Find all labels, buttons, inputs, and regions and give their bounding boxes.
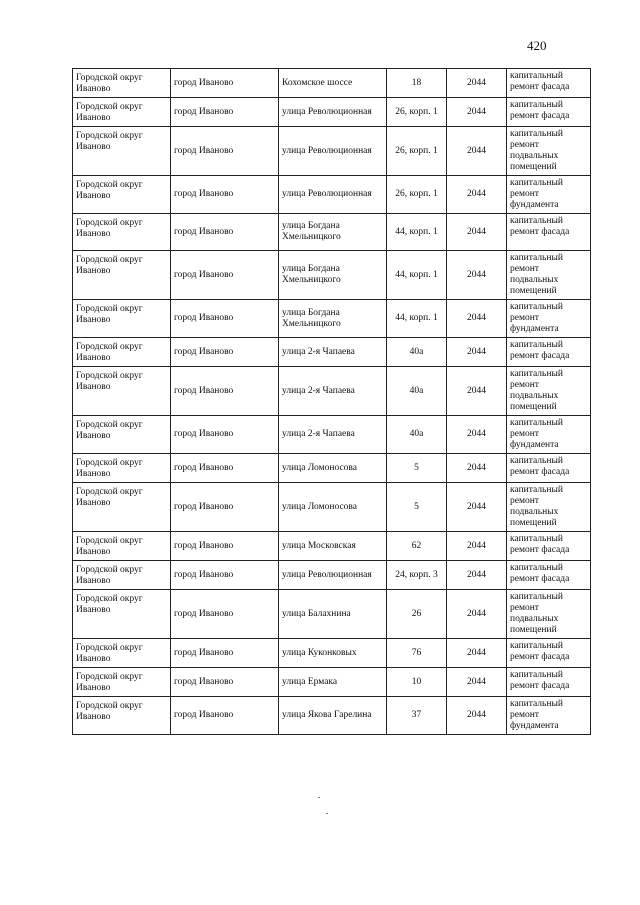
street-cell: улица Куконковых [279, 639, 387, 668]
settlement-cell: город Иваново [171, 251, 279, 300]
settlement-cell: город Иваново [171, 697, 279, 735]
work-type-cell: капитальный ремонт фасада [507, 668, 591, 697]
work-type-cell: капитальный ремонт подвальных помещений [507, 367, 591, 416]
year-cell: 2044 [447, 454, 507, 483]
table-row [73, 69, 591, 98]
year-cell: 2044 [447, 697, 507, 735]
street-cell: улица 2-я Чапаева [279, 416, 387, 454]
street-cell: улица Ломоносова [279, 454, 387, 483]
street-cell: улица Революционная [279, 127, 387, 176]
table-row [73, 367, 591, 416]
street-cell: Кохомское шоссе [279, 69, 387, 98]
settlement-cell: город Иваново [171, 639, 279, 668]
house-cell: 37 [387, 697, 447, 735]
work-type-cell: капитальный ремонт подвальных помещений [507, 590, 591, 639]
table-row [73, 668, 591, 697]
work-type-cell: капитальный ремонт фасада [507, 639, 591, 668]
settlement-cell: город Иваново [171, 483, 279, 532]
year-cell: 2044 [447, 300, 507, 338]
district-cell: Городской округ Иваново [73, 668, 171, 697]
table-row [73, 590, 591, 639]
street-cell: улица Революционная [279, 176, 387, 214]
district-cell: Городской округ Иваново [73, 176, 171, 214]
district-cell: Городской округ Иваново [73, 454, 171, 483]
table-row [73, 561, 591, 590]
settlement-cell: город Иваново [171, 98, 279, 127]
district-cell: Городской округ Иваново [73, 639, 171, 668]
settlement-cell: город Иваново [171, 532, 279, 561]
year-cell: 2044 [447, 127, 507, 176]
year-cell: 2044 [447, 69, 507, 98]
house-cell: 44, корп. 1 [387, 214, 447, 251]
year-cell: 2044 [447, 590, 507, 639]
settlement-cell: город Иваново [171, 127, 279, 176]
scan-speck [326, 813, 328, 814]
table-row [73, 454, 591, 483]
house-cell: 40а [387, 416, 447, 454]
settlement-cell: город Иваново [171, 668, 279, 697]
house-cell: 26, корп. 1 [387, 176, 447, 214]
house-cell: 26, корп. 1 [387, 98, 447, 127]
settlement-cell: город Иваново [171, 561, 279, 590]
work-type-cell: капитальный ремонт фундамента [507, 300, 591, 338]
work-type-cell: капитальный ремонт фасада [507, 532, 591, 561]
house-cell: 5 [387, 454, 447, 483]
table-row [73, 697, 591, 735]
year-cell: 2044 [447, 668, 507, 697]
house-cell: 26, корп. 1 [387, 127, 447, 176]
district-cell: Городской округ Иваново [73, 697, 171, 735]
settlement-cell: город Иваново [171, 454, 279, 483]
house-cell: 40а [387, 367, 447, 416]
district-cell: Городской округ Иваново [73, 561, 171, 590]
table-row [73, 214, 591, 251]
year-cell: 2044 [447, 483, 507, 532]
work-type-cell: капитальный ремонт фасада [507, 561, 591, 590]
street-cell: улица Московская [279, 532, 387, 561]
street-cell: улица Революционная [279, 561, 387, 590]
table-row [73, 639, 591, 668]
table-row [73, 176, 591, 214]
table-row [73, 251, 591, 300]
house-cell: 62 [387, 532, 447, 561]
settlement-cell: город Иваново [171, 69, 279, 98]
table-row [73, 338, 591, 367]
street-cell: улица Балахнина [279, 590, 387, 639]
year-cell: 2044 [447, 176, 507, 214]
work-type-cell: капитальный ремонт подвальных помещений [507, 483, 591, 532]
house-cell: 26 [387, 590, 447, 639]
street-cell: улица 2-я Чапаева [279, 338, 387, 367]
settlement-cell: город Иваново [171, 367, 279, 416]
district-cell: Городской округ Иваново [73, 69, 171, 98]
street-cell: улица Якова Гарелина [279, 697, 387, 735]
repair-plan-table [72, 68, 591, 735]
street-cell: улица Революционная [279, 98, 387, 127]
work-type-cell: капитальный ремонт фундамента [507, 697, 591, 735]
table-row [73, 416, 591, 454]
district-cell: Городской округ Иваново [73, 98, 171, 127]
house-cell: 44, корп. 1 [387, 300, 447, 338]
table-row [73, 532, 591, 561]
year-cell: 2044 [447, 338, 507, 367]
year-cell: 2044 [447, 532, 507, 561]
year-cell: 2044 [447, 367, 507, 416]
house-cell: 5 [387, 483, 447, 532]
house-cell: 24, корп. 3 [387, 561, 447, 590]
work-type-cell: капитальный ремонт фасада [507, 214, 591, 251]
district-cell: Городской округ Иваново [73, 367, 171, 416]
table-row [73, 300, 591, 338]
page-number: 420 [527, 38, 547, 53]
year-cell: 2044 [447, 416, 507, 454]
street-cell: улица Богдана Хмельницкого [279, 300, 387, 338]
year-cell: 2044 [447, 98, 507, 127]
district-cell: Городской округ Иваново [73, 483, 171, 532]
house-cell: 10 [387, 668, 447, 697]
district-cell: Городской округ Иваново [73, 416, 171, 454]
settlement-cell: город Иваново [171, 300, 279, 338]
year-cell: 2044 [447, 561, 507, 590]
house-cell: 76 [387, 639, 447, 668]
settlement-cell: город Иваново [171, 176, 279, 214]
street-cell: улица Богдана Хмельницкого [279, 251, 387, 300]
work-type-cell: капитальный ремонт фундамента [507, 416, 591, 454]
street-cell: улица 2-я Чапаева [279, 367, 387, 416]
table-row [73, 483, 591, 532]
settlement-cell: город Иваново [171, 590, 279, 639]
year-cell: 2044 [447, 639, 507, 668]
settlement-cell: город Иваново [171, 338, 279, 367]
street-cell: улица Богдана Хмельницкого [279, 214, 387, 251]
scan-speck [318, 797, 320, 798]
work-type-cell: капитальный ремонт подвальных помещений [507, 251, 591, 300]
district-cell: Городской округ Иваново [73, 251, 171, 300]
settlement-cell: город Иваново [171, 416, 279, 454]
settlement-cell: город Иваново [171, 214, 279, 251]
year-cell: 2044 [447, 214, 507, 251]
work-type-cell: капитальный ремонт фасада [507, 98, 591, 127]
year-cell: 2044 [447, 251, 507, 300]
district-cell: Городской округ Иваново [73, 532, 171, 561]
district-cell: Городской округ Иваново [73, 127, 171, 176]
house-cell: 44, корп. 1 [387, 251, 447, 300]
work-type-cell: капитальный ремонт подвальных помещений [507, 127, 591, 176]
street-cell: улица Ломоносова [279, 483, 387, 532]
house-cell: 18 [387, 69, 447, 98]
district-cell: Городской округ Иваново [73, 590, 171, 639]
work-type-cell: капитальный ремонт фасада [507, 338, 591, 367]
house-cell: 40а [387, 338, 447, 367]
work-type-cell: капитальный ремонт фундамента [507, 176, 591, 214]
district-cell: Городской округ Иваново [73, 214, 171, 251]
work-type-cell: капитальный ремонт фасада [507, 454, 591, 483]
table-row [73, 98, 591, 127]
street-cell: улица Ермака [279, 668, 387, 697]
district-cell: Городской округ Иваново [73, 338, 171, 367]
district-cell: Городской округ Иваново [73, 300, 171, 338]
table-row [73, 127, 591, 176]
work-type-cell: капитальный ремонт фасада [507, 69, 591, 98]
